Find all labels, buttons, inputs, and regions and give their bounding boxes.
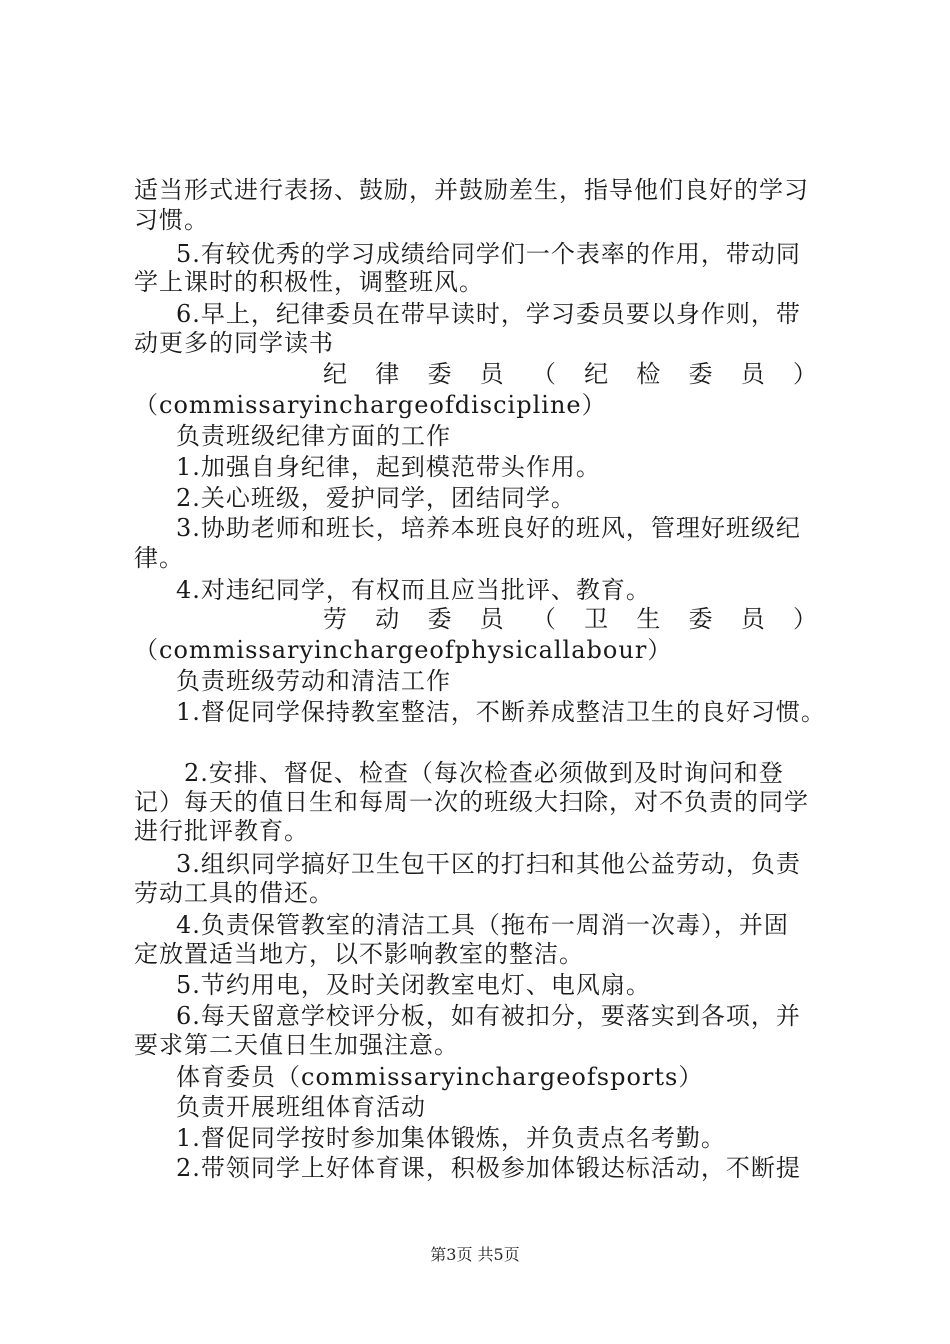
heading-char: 纪 [584,360,610,388]
text-line: 2.安排、督促、检查（每次检查必须做到及时询问和登 [184,759,784,787]
text-line: 体育委员（commissaryinchargeofsports） [176,1063,704,1091]
section-heading-labour [323,604,818,634]
text-line: 学上课时的积极性，调整班风。 [134,268,484,296]
text-line: 4.负责保管教室的清洁工具（拖布一周消一次毒），并固 [176,911,789,939]
heading-char: 委 [427,605,453,633]
heading-char: ） [792,360,818,388]
text-line: 劳动工具的借还。 [134,879,334,907]
heading-char: 动 [375,605,401,633]
heading-char: 劳 [323,605,348,633]
text-line: 6.每天留意学校评分板，如有被扣分，要落实到各项，并 [176,1002,801,1030]
heading-char: 卫 [584,605,610,633]
section-heading-discipline [323,359,818,389]
text-line: 记）每天的值日生和每周一次的班级大扫除，对不负责的同学 [134,788,809,816]
text-line: 3.协助老师和班长，培养本班良好的班风，管理好班级纪 [176,514,801,542]
text-line: 4.对违纪同学，有权而且应当批评、教育。 [176,576,651,604]
text-line: 负责开展班组体育活动 [176,1093,426,1121]
heading-char: 员 [479,605,505,633]
heading-char: 委 [427,360,453,388]
text-line: 适当形式进行表扬、鼓励，并鼓励差生，指导他们良好的学习 [134,176,809,204]
text-line: 2.带领同学上好体育课，积极参加体锻达标活动，不断提 [176,1154,801,1182]
heading-char: 检 [636,360,662,388]
heading-char: 员 [740,360,766,388]
text-line: 1.督促同学保持教室整洁，不断养成整洁卫生的良好习惯。 [176,698,826,726]
heading-char: 委 [688,360,714,388]
text-line: 律。 [134,544,184,572]
heading-char: （ [531,605,557,633]
text-line: （commissaryinchargeofphysicallabour） [134,636,673,664]
text-line: 6.早上，纪律委员在带早读时，学习委员要以身作则，带 [176,300,801,328]
text-line: 负责班级纪律方面的工作 [176,422,451,450]
heading-char: ） [792,605,818,633]
heading-char: （ [531,360,557,388]
text-line: 负责班级劳动和清洁工作 [176,667,451,695]
text-line: 1.督促同学按时参加集体锻炼，并负责点名考勤。 [176,1124,726,1152]
text-line: 5.有较优秀的学习成绩给同学们一个表率的作用，带动同 [176,240,801,268]
text-line: （commissaryinchargeofdiscipline） [134,391,607,419]
text-line: 动更多的同学读书 [134,329,334,357]
heading-char: 生 [636,605,662,633]
heading-char: 员 [479,360,505,388]
heading-char: 纪 [323,360,348,388]
page-footer: 第3页 共5页 [430,1245,520,1264]
heading-char: 员 [740,605,766,633]
text-line: 1.加强自身纪律，起到模范带头作用。 [176,453,601,481]
text-line: 3.组织同学搞好卫生包干区的打扫和其他公益劳动，负责 [176,850,801,878]
heading-char: 律 [375,360,401,388]
text-line: 进行批评教育。 [134,817,309,845]
heading-char: 委 [688,605,714,633]
text-line: 习惯。 [134,206,209,234]
text-line: 5.节约用电，及时关闭教室电灯、电风扇。 [176,971,651,999]
text-line: 2.关心班级，爱护同学，团结同学。 [176,484,576,512]
text-line: 要求第二天值日生加强注意。 [134,1031,459,1059]
text-line: 定放置适当地方，以不影响教室的整洁。 [134,940,584,968]
